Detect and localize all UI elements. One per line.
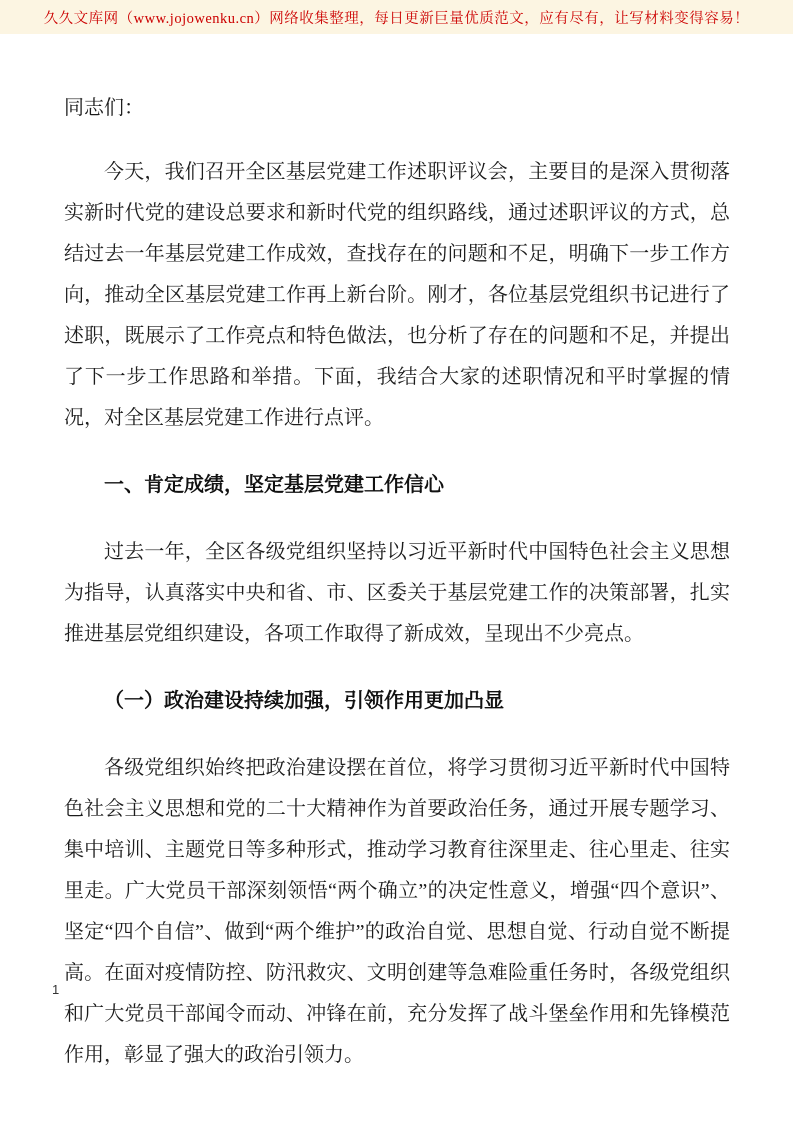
intro-paragraph: 今天，我们召开全区基层党建工作述职评议会，主要目的是深入贯彻落实新时代党的建设总要求和新时代党的组织路线，通过述职评议的方式，总结过去一年基层党建工作成效，查找存在的问题和不足，明确下一步工作方向，推动全区基层党建工作再上新台阶。刚才，各位基层党组织书记进行了述职，既展示了工作亮点和特色做法，也分析了存在的问题和不足，并提出了下一步工作思路和举措。下面，我结合大家的述职情况和平时掌握的情况，对全区基层党建工作进行点评。 [64,161,730,429]
watermark-banner-text: 久久文库网（www.jojowenku.cn）网络收集整理，每日更新巨量优质范文，应有尽有，让写材料变得容易！ [43,10,750,27]
page-number: 1 [52,982,60,997]
subsection-heading-1: （一）政治建设持续加强，引领作用更加凸显 [104,690,504,712]
subsection-1-paragraph: 各级党组织始终把政治建设摆在首位，将学习贯彻习近平新时代中国特色社会主义思想和党的二十大精神作为首要政治任务，通过开展专题学习、集中培训、主题党日等多种形式，推动学习教育往深里走、往心里走、往实里走。广大党员干部深刻领悟“两个确立”的决定性意义，增强“四个意识”、坚定“四个自信”、做到“两个维护”的政治自觉、思想自觉、行动自觉不断提高。在面对疫情防控、防汛救灾、文明创建等急难险重任务时，各级党组织和广大党员干部闻令而动、冲锋在前，充分发挥了战斗堡垒作用和先锋模范作用，彰显了强大的政治引领力。 [64,757,730,1066]
section-heading-1: 一、肯定成绩，坚定基层党建工作信心 [104,474,444,496]
salutation: 同志们： [64,97,144,119]
section-1-paragraph: 过去一年，全区各级党组织坚持以习近平新时代中国特色社会主义思想为指导，认真落实中央和省、市、区委关于基层党建工作的决策部署，扎实推进基层党组织建设，各项工作取得了新成效，呈现出不少亮点。 [64,541,730,645]
document-body [64,88,730,1099]
watermark-banner [0,0,793,34]
